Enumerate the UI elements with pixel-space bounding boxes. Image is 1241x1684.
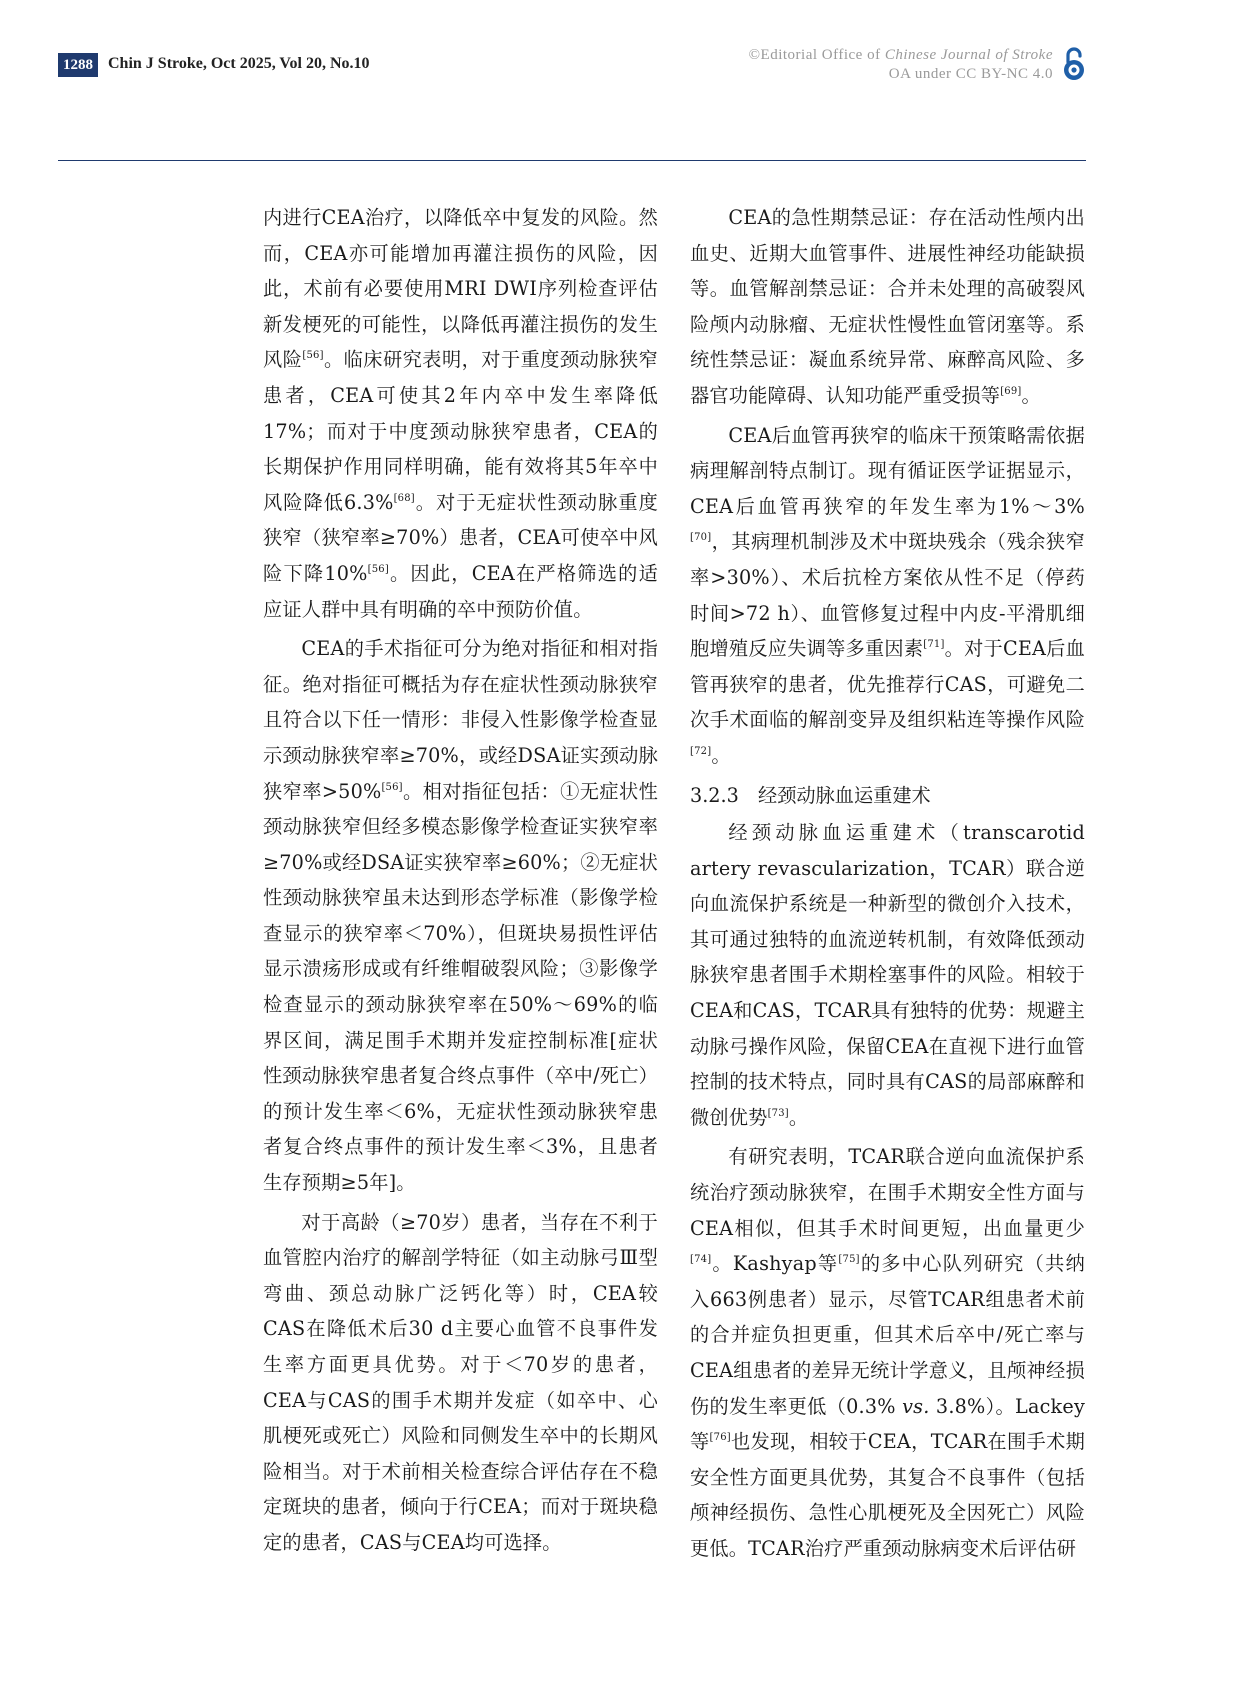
citation: [56] [302, 350, 324, 362]
journal-issue: Chin J Stroke, Oct 2025, Vol 20, No.10 [108, 55, 370, 72]
left-column [263, 200, 658, 1565]
citation: [68] [393, 492, 415, 504]
citation: [70] [690, 532, 712, 544]
journal-name: Chinese Journal of Stroke [884, 47, 1053, 63]
right-column [690, 200, 1085, 1571]
copyright-notice [749, 46, 1053, 84]
paragraph: 内进行CEA治疗，以降低卒中复发的风险。然而，CEA亦可能增加再灌注损伤的风险，因此，术前有必要使用MRI DWI序列检查评估新发梗死的可能性，以降低再灌注损伤的发生风险[56]。临床研究表明，对于重度颈动脉狭窄患者，CEA可使其2年内卒中发生率降低17%；而对于中度颈动脉狭窄患者，CEA的长期保护作用同样明确，能有效将其5年卒中风险降低6.3%[68]。对于无症状性颈动脉重度狭窄（狭窄率≥70%）患者，CEA可使卒中风险下降10%[56]。因此，CEA在严格筛选的适应证人群中具有明确的卒中预防价值。 [263, 206, 659, 621]
versus-italic: vs. [902, 1394, 930, 1418]
paragraph: 经颈动脉血运重建术（transcarotid artery revascularization，TCAR）联合逆向血流保护系统是一种新型的微创介入技术，其可通过独特的血流逆转机制，有效降低颈动脉狭窄患者围手术期栓塞事件的风险。相较于CEA和CAS，TCAR具有独特的优势：规避主动脉弓操作风险，保留CEA在直视下进行血管控制的技术特点，同时具有CAS的局部麻醉和微创优势[73]。 [690, 821, 1085, 1129]
header-rule [58, 160, 1086, 161]
paragraph: 有研究表明，TCAR联合逆向血流保护系统治疗颈动脉狭窄，在围手术期安全性方面与CEA相似，但其手术时间更短，出血量更少[74]。Kashyap等[75]的多中心队列研究（共纳入663例患者）显示，尽管TCAR组患者术前的合并症负担更重，但其术后卒中/死亡率与CEA组患者的差异无统计学意义，且颅神经损伤的发生率更低（0.3% vs. 3.8%）。Lackey等[76]也发现，相较于CEA，TCAR在围手术期安全性方面更具优势，其复合不良事件（包括颅神经损伤、急性心肌梗死及全因死亡）风险更低。TCAR治疗严重颈动脉病变术后评估研 [690, 1145, 1085, 1560]
citation: [56] [367, 563, 389, 575]
citation: [56] [381, 781, 403, 793]
paragraph: 对于高龄（≥70岁）患者，当存在不利于血管腔内治疗的解剖学特征（如主动脉弓Ⅲ型弯曲、颈总动脉广泛钙化等）时，CEA较CAS在降低术后30 d主要心血管不良事件发生率方面更具优势。对于＜70岁的患者，CEA与CAS的围手术期并发症（如卒中、心肌梗死或死亡）风险和同侧发生卒中的长期风险相当。对于术前相关检查综合评估存在不稳定斑块的患者，倾向于行CEA；而对于斑块稳定的患者，CAS与CEA均可选择。 [263, 1210, 658, 1554]
license-text: OA under CC BY-NC 4.0 [888, 66, 1053, 82]
page-number: 1288 [58, 53, 98, 77]
open-access-lock-icon [1060, 45, 1088, 83]
paragraph: CEA的急性期禁忌证：存在活动性颅内出血史、近期大血管事件、进展性神经功能缺损等。血管解剖禁忌证：合并未处理的高破裂风险颅内动脉瘤、无症状性慢性血管闭塞等。系统性禁忌证：凝血系统异常、麻醉高风险、多器官功能障碍、认知功能严重受损等[69]。 [690, 206, 1085, 407]
citation: [69] [1000, 385, 1022, 397]
citation: [73] [767, 1107, 789, 1119]
paragraph: CEA的手术指征可分为绝对指征和相对指征。绝对指征可概括为存在症状性颈动脉狭窄且符合以下任一情形：非侵入性影像学检查显示颈动脉狭窄率≥70%，或经DSA证实颈动脉狭窄率>50%[56]。相对指征包括：①无症状性颈动脉狭窄但经多模态影像学检查证实狭窄率≥70%或经DSA证实狭窄率≥60%；②无症状性颈动脉狭窄虽未达到形态学标准（影像学检查显示的狭窄率＜70%），但斑块易损性评估显示溃疡形成或有纤维帽破裂风险；③影像学检查显示的颈动脉狭窄率在50%～69%的临界区间，满足围手术期并发症控制标准[症状性颈动脉狭窄患者复合终点事件（卒中/死亡）的预计发生率＜6%，无症状性颈动脉狭窄患者复合终点事件的预计发生率＜3%，且患者生存预期≥5年]。 [263, 637, 659, 1195]
citation: [76] [709, 1432, 731, 1444]
paragraph: CEA后血管再狭窄的临床干预策略需依据病理解剖特点制订。现有循证医学证据显示，CEA后血管再狭窄的年发生率为1%～3%[70]，其病理机制涉及术中斑块残余（残余狭窄率>30%）、术后抗栓方案依从性不足（停药时间>72 h）、血管修复过程中内皮-平滑肌细胞增殖反应失调等多重因素[71]。对于CEA后血管再狭窄的患者，优先推荐行CAS，可避免二次手术面临的解剖变异及组织粘连等操作风险[72]。 [690, 423, 1085, 767]
citation: [71] [923, 639, 945, 651]
copyright-prefix: ©Editorial Office of [748, 47, 885, 63]
section-heading: 3.2.3 经颈动脉血运重建术 [690, 783, 931, 807]
citation: [74] [690, 1254, 712, 1266]
citation: [72] [690, 745, 712, 757]
citation: [75] [838, 1254, 860, 1266]
